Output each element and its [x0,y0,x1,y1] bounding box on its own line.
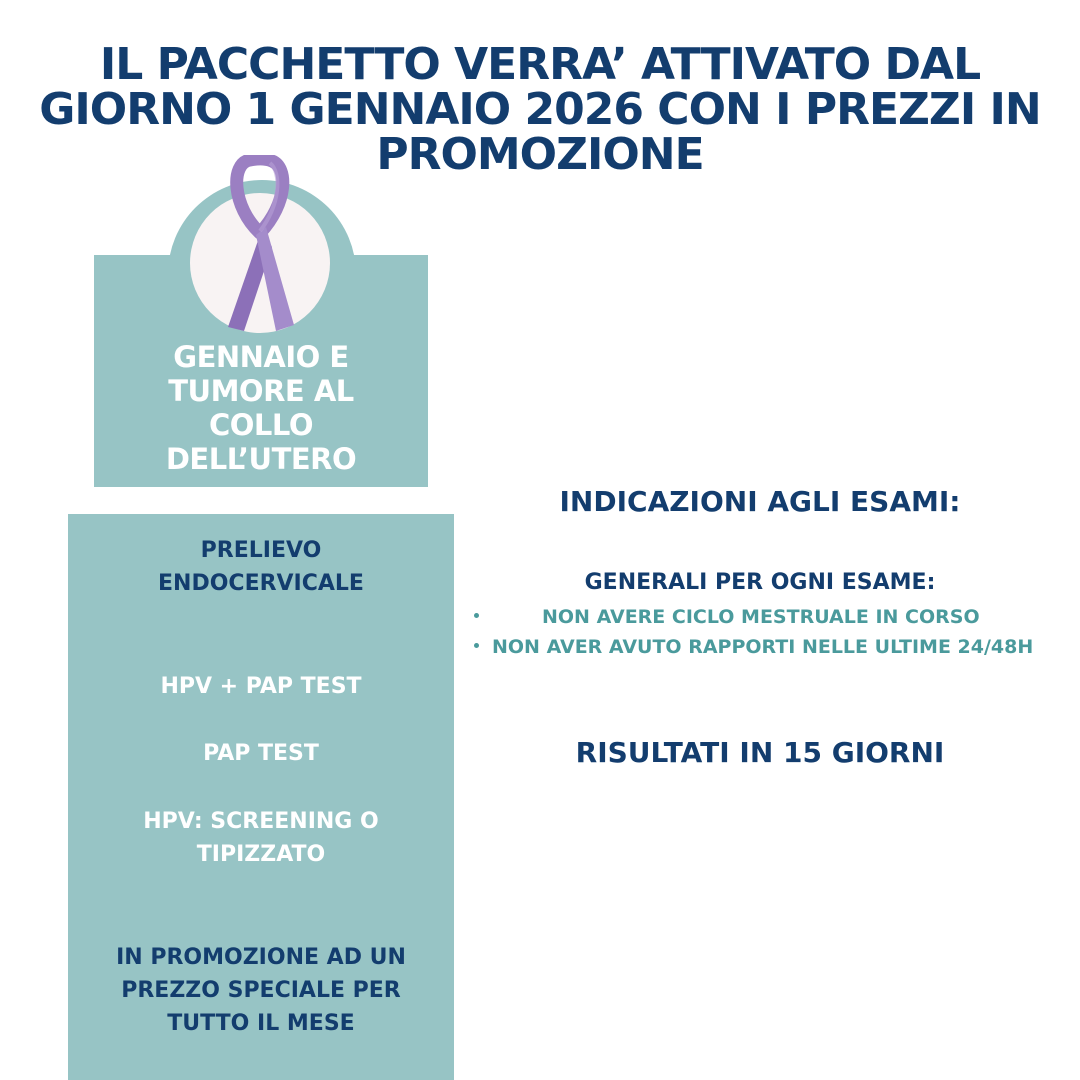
results-text: RISULTATI IN 15 GIORNI [575,736,945,769]
bullet-icon [474,643,479,648]
indications-title: INDICAZIONI AGLI ESAMI: [559,485,961,518]
indications-list [470,602,1070,662]
bullet-icon [474,613,479,618]
awareness-ribbon-icon [210,155,310,335]
exam-item-line: TIPIZZATO [196,842,326,867]
exam-item-hpv [68,805,454,871]
indication-text: NON AVER AVUTO RAPPORTI NELLE ULTIME 24/48H [492,636,1034,658]
headline-line-1: IL PACCHETTO VERRA’ ATTIVATO DAL [99,39,981,90]
exam-item-hpv-pap: HPV + PAP TEST [160,674,362,699]
card-top-title-line: GENNAIO E [173,340,349,374]
indication-item [470,602,1070,632]
exam-item-line: HPV: SCREENING O [143,809,379,834]
promo-line: IN PROMOZIONE AD UN [116,945,406,970]
headline-line-2: GIORNO 1 GENNAIO 2026 CON I PREZZI IN [39,84,1041,135]
card-top-title-line: TUMORE AL [168,374,354,408]
headline [0,39,1080,180]
headline-line-3: PROMOZIONE [376,129,704,180]
promo-line: TUTTO IL MESE [167,1011,355,1036]
card-top-title-line: COLLO [208,408,313,442]
exam-item-pap: PAP TEST [203,741,319,766]
indications-subtitle: GENERALI PER OGNI ESAME: [584,570,936,595]
card-top-title [94,340,428,476]
promo-line: PREZZO SPECIALE PER [121,978,401,1003]
indication-text: NON AVERE CICLO MESTRUALE IN CORSO [542,606,980,628]
exam-item-prelievo [68,534,454,600]
exam-item-line: ENDOCERVICALE [158,571,364,596]
promo-text [68,941,454,1040]
indication-item [470,632,1070,662]
exam-item-line: PRELIEVO [200,538,322,563]
card-top-title-line: DELL’UTERO [165,442,357,476]
